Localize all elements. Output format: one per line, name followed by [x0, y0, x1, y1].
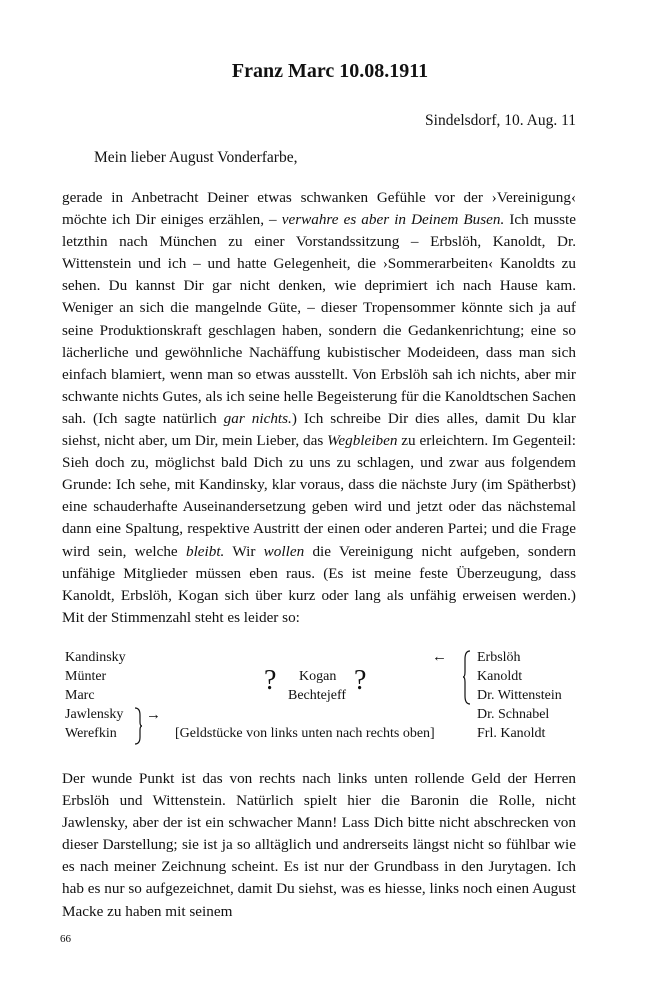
- dateline: Sindelsdorf, 10. Aug. 11: [425, 112, 576, 129]
- paragraph-1: [62, 187, 576, 629]
- left-member: Werefkin: [65, 726, 117, 741]
- emphasis: verwahre es aber in Deinem Busen.: [281, 211, 505, 229]
- text-run: zu erleichtern. Im Gegenteil: Sieh doch zu, möglichst bald Dich zu uns zu schlagen, und zwar aus folgendem Grunde: Ich sehe, mit Kandinsky, klar voraus, dass die nächste Jury (im Spätherbst) eine schauderhafte Auseinandersetzung geben wird und jetzt oder das nächstemal dann eine Spaltung, respektive Austritt der einen oder anderen Partei; und die Frage wird sein, welche: [62, 432, 576, 560]
- emphasis: gar nichts.: [223, 409, 292, 427]
- paragraph-2: Der wunde Punkt ist das von rechts nach links unten rollende Geld der Herren Erbslöh und Wittenstein. Natürlich spielt hier die Baronin die Rolle, nicht Jawlensky, aber der ist ein schwacher Mann! Lass Dich bitte nicht abschrecken von dieser Darstellung; sie ist ja so alltäglich und andrerseits längst nicht so fühlbar wie es nach meiner Zeichnung scheint. Es ist nur der Grundbass in den Jurytagen. Ich hab es nur so aufgezeichnet, damit Du siehst, was es hiesse, links noch einen August Macke zu haben mit seinem: [62, 770, 576, 920]
- caption: [Geldstücke von links unten nach rechts oben]: [175, 726, 435, 741]
- emphasis: wollen: [263, 542, 305, 560]
- left-member: Jawlensky: [65, 707, 124, 722]
- question-mark: ?: [264, 665, 277, 696]
- middle-member: Kogan: [299, 669, 337, 684]
- right-member: Erbslöh: [477, 650, 521, 665]
- left-member: Marc: [65, 688, 95, 703]
- right-member: Dr. Schnabel: [477, 707, 550, 722]
- text-run: ) Ich schreibe Dir dies alles, damit Du klar siehst, nicht aber, um Dir, mein Lieber, das: [62, 409, 576, 450]
- page-title: Franz Marc 10.08.1911: [231, 60, 429, 82]
- right-member: Dr. Wittenstein: [477, 688, 562, 703]
- middle-member: Bechtejeff: [288, 688, 347, 703]
- text-run: gerade in Anbetracht Deiner etwas schwanken Gefühle vor der ›Vereinigung‹ möchte ich Dir einiges erzählen, –: [62, 189, 576, 229]
- arrow-left-icon: ←: [432, 649, 447, 665]
- emphasis: bleibt.: [185, 542, 225, 560]
- left-brace-icon: [133, 707, 143, 745]
- page-number: 66: [60, 933, 71, 945]
- text-run: Ich musste letzthin nach München zu einer Vorstandssitzung – Erbslöh, Kanoldt, Dr. Wittenstein und ich – und hatte Gelegenheit, die ›Sommerarbeiten‹ Kanoldts zu sehen. Du kannst Dir gar nicht denken, wie deprimiert ich nach Hause kam. Weniger an sich die mangelnde Güte, – dieser Tropensommer könnte sich ja auf seine Produktionskraft geschlagen haben, sondern die Gedankenrichtung; eine so lächerliche und gewöhnliche Nachäffung kubistischer Modeideen, dass man sich einfach blamiert, wenn man so etwas ausstellt. Von Erbslöh sah ich nichts, aber mir schwante nichts Gutes, als ich seine helle Begeisterung für die Kanoldtschen Sachen sah. (Ich sagte natürlich: [62, 211, 576, 427]
- vote-diagram: [0, 645, 660, 750]
- text-run: Wir: [224, 542, 264, 560]
- text-run: die Vereinigung nicht aufgeben, sondern unfähige Mitglieder müssen eben raus. (Es ist meine feste Überzeugung, dass Kanoldt, Erbslöh, Kogan sich über kurz oder lang als unfähig erweisen werden.) Mit der Stimmenzahl steht es leider so:: [62, 542, 577, 626]
- salutation: Mein lieber August Vonderfarbe,: [94, 149, 298, 166]
- emphasis: Wegbleiben: [327, 432, 398, 450]
- question-mark: ?: [354, 665, 367, 696]
- left-member: Kandinsky: [65, 650, 126, 665]
- arrow-right-icon: →: [146, 707, 161, 723]
- right-brace-icon: [462, 650, 472, 705]
- right-member: Frl. Kanoldt: [477, 726, 546, 741]
- left-member: Münter: [65, 669, 107, 684]
- right-member: Kanoldt: [477, 669, 523, 684]
